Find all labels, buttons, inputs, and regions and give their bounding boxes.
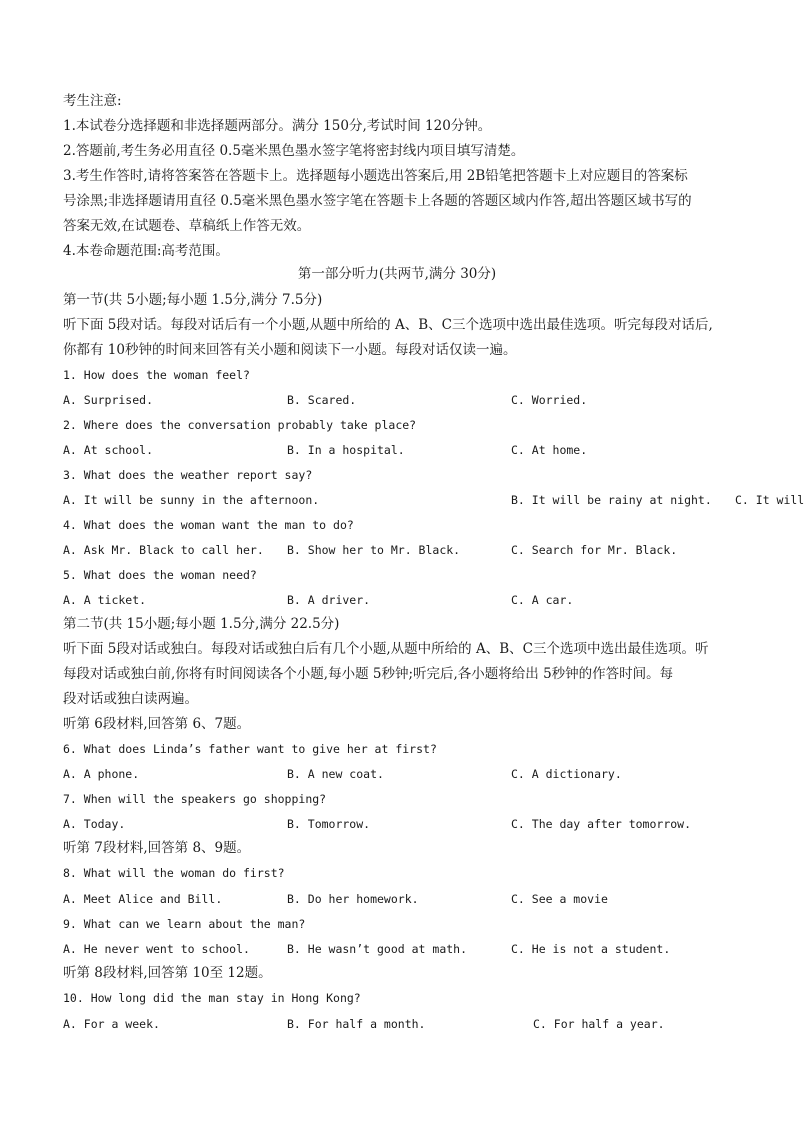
notice-item-1: 1.本试卷分选择题和非选择题两部分。满分 150分,考试时间 120分钟。 [63, 118, 492, 134]
q1-option-b: B. Scared. [287, 393, 357, 407]
notice-item-4: 4.本卷命题范围:高考范围。 [63, 243, 229, 259]
material-6-heading: 听第 6段材料,回答第 6、7题。 [63, 716, 251, 732]
section2-instruction-2: 每段对话或独白前,你将有时间阅读各个小题,每小题 5秒钟;听完后,各小题将给出 5秒钟的作答时间。每 [63, 666, 674, 682]
q5-option-a: A. A ticket. [63, 593, 147, 607]
question-2: 2. Where does the conversation probably take place? [63, 418, 417, 432]
q4-option-a: A. Ask Mr. Black to call her. [63, 543, 264, 557]
question-6: 6. What does Linda’s father want to give her at first? [63, 742, 437, 756]
q2-option-c: C. At home. [511, 443, 588, 457]
notice-item-3: 3.考生作答时,请将答案答在答题卡上。选择题每小题选出答案后,用 2B铅笔把答题卡上对应题目的答案标 [63, 168, 688, 184]
notice-item-3-cont2: 答案无效,在试题卷、草稿纸上作答无效。 [63, 218, 311, 234]
section1-title: 第一节(共 5小题;每小题 1.5分,满分 7.5分) [63, 292, 323, 308]
q2-option-b: B. In a hospital. [287, 443, 405, 457]
q8-option-c: C. See a movie [511, 892, 608, 906]
q10-option-c: C. For half a year. [533, 1017, 665, 1031]
q9-option-c: C. He is not a student. [511, 942, 671, 956]
q4-option-b: B. Show her to Mr. Black. [287, 543, 461, 557]
q7-option-c: C. The day after tomorrow. [511, 817, 692, 831]
q4-option-c: C. Search for Mr. Black. [511, 543, 678, 557]
question-10: 10. How long did the man stay in Hong Kong? [63, 991, 361, 1005]
notice-item-2: 2.答题前,考生务必用直径 0.5毫米黑色墨水签字笔将密封线内项目填写清楚。 [63, 143, 525, 159]
question-8: 8. What will the woman do first? [63, 866, 285, 880]
q3-option-c: C. It will [735, 493, 804, 507]
question-4: 4. What does the woman want the man to do? [63, 518, 354, 532]
q1-option-c: C. Worried. [511, 393, 588, 407]
notice-heading: 考生注意: [63, 93, 122, 109]
section2-title: 第二节(共 15小题;每小题 1.5分,满分 22.5分) [63, 616, 340, 632]
notice-item-3-cont: 号涂黑;非选择题请用直径 0.5毫米黑色墨水签字笔在答题卡上各题的答题区域内作答,超出答题区域书写的 [63, 193, 692, 209]
q6-option-b: B. A new coat. [287, 767, 384, 781]
section1-instruction-1: 听下面 5段对话。每段对话后有一个小题,从题中所给的 A、B、C三个选项中选出最佳选项。听完每段对话后, [63, 317, 713, 333]
q6-option-a: A. A phone. [63, 767, 140, 781]
q9-option-a: A. He never went to school. [63, 942, 250, 956]
question-9: 9. What can we learn about the man? [63, 917, 306, 931]
q7-option-a: A. Today. [63, 817, 126, 831]
q1-option-a: A. Surprised. [63, 393, 154, 407]
q10-option-b: B. For half a month. [287, 1017, 426, 1031]
q2-option-a: A. At school. [63, 443, 154, 457]
q8-option-b: B. Do her homework. [287, 892, 419, 906]
part1-title: 第一部分听力(共两节,满分 30分) [297, 266, 497, 282]
section2-instruction-1: 听下面 5段对话或独白。每段对话或独白后有几个小题,从题中所给的 A、B、C三个选项中选出最佳选项。听 [63, 641, 709, 657]
q8-option-a: A. Meet Alice and Bill. [63, 892, 223, 906]
q7-option-b: B. Tomorrow. [287, 817, 371, 831]
section2-instruction-3: 段对话或独白读两遍。 [63, 691, 198, 707]
q10-option-a: A. For a week. [63, 1017, 160, 1031]
q6-option-c: C. A dictionary. [511, 767, 622, 781]
question-3: 3. What does the weather report say? [63, 468, 313, 482]
q5-option-c: C. A car. [511, 593, 574, 607]
q3-option-a: A. It will be sunny in the afternoon. [63, 493, 320, 507]
question-1: 1. How does the woman feel? [63, 368, 250, 382]
material-8-heading: 听第 8段材料,回答第 10至 12题。 [63, 965, 272, 981]
question-7: 7. When will the speakers go shopping? [63, 792, 327, 806]
question-5: 5. What does the woman need? [63, 568, 257, 582]
q9-option-b: B. He wasn’t good at math. [287, 942, 468, 956]
section1-instruction-2: 你都有 10秒钟的时间来回答有关小题和阅读下一小题。每段对话仅读一遍。 [63, 342, 517, 358]
material-7-heading: 听第 7段材料,回答第 8、9题。 [63, 840, 251, 856]
q5-option-b: B. A driver. [287, 593, 371, 607]
q3-option-b: B. It will be rainy at night. [511, 493, 712, 507]
